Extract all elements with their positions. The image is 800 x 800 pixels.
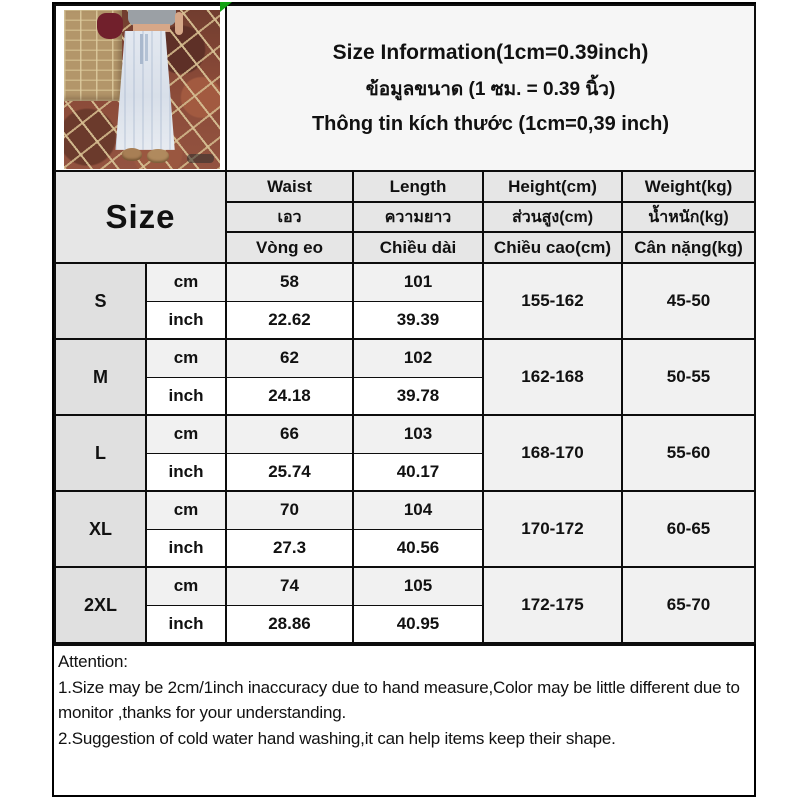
- height-range-s: 155-162: [483, 263, 622, 339]
- col-header-height-th: ส่วนสูง(cm): [483, 202, 622, 232]
- col-header-length-th: ความยาว: [353, 202, 483, 232]
- unit-label-inch: inch: [146, 453, 226, 491]
- weight-range-s: 45-50: [622, 263, 755, 339]
- col-header-weight-th: น้ำหนัก(kg): [622, 202, 755, 232]
- weight-range-xl: 60-65: [622, 491, 755, 567]
- length-inch-2xl: 40.95: [353, 605, 483, 643]
- height-range-xl: 170-172: [483, 491, 622, 567]
- unit-label-inch: inch: [146, 529, 226, 567]
- table-row: [55, 415, 755, 453]
- length-cm-s: 101: [353, 263, 483, 301]
- length-inch-m: 39.78: [353, 377, 483, 415]
- col-header-height-en: Height(cm): [483, 171, 622, 202]
- attention-line-2: 2.Suggestion of cold water hand washing,it can help items keep their shape.: [58, 728, 616, 748]
- size-chart-sheet: [52, 2, 756, 797]
- waist-cm-l: 66: [226, 415, 353, 453]
- table-row: [55, 567, 755, 605]
- col-header-weight-en: Weight(kg): [622, 171, 755, 202]
- col-header-height-vi: Chiều cao(cm): [483, 232, 622, 263]
- attention-title: Attention:: [58, 652, 128, 671]
- length-inch-xl: 40.56: [353, 529, 483, 567]
- right-shoe: [147, 149, 169, 163]
- watermark-pill: [187, 154, 214, 163]
- col-header-waist-th: เอว: [226, 202, 353, 232]
- arm: [175, 12, 183, 36]
- size-label-s: S: [55, 263, 146, 339]
- title-vietnamese: Thông tin kích thước (1cm=0,39 inch): [311, 112, 670, 135]
- model-photo-cell: [55, 5, 226, 171]
- unit-label-cm: cm: [146, 491, 226, 529]
- waist-cm-2xl: 74: [226, 567, 353, 605]
- left-shoe: [122, 148, 142, 161]
- size-table: [54, 4, 756, 644]
- col-header-weight-vi: Cân nặng(kg): [622, 232, 755, 263]
- col-header-waist-en: Waist: [226, 171, 353, 202]
- length-cm-2xl: 105: [353, 567, 483, 605]
- unit-label-cm: cm: [146, 415, 226, 453]
- length-cm-l: 103: [353, 415, 483, 453]
- col-header-length-vi: Chiều dài: [353, 232, 483, 263]
- title-thai: ข้อมูลขนาด (1 ซม. = 0.39 นิ้ว): [365, 78, 616, 100]
- col-header-length-en: Length: [353, 171, 483, 202]
- unit-label-inch: inch: [146, 605, 226, 643]
- length-cm-xl: 104: [353, 491, 483, 529]
- unit-label-cm: cm: [146, 567, 226, 605]
- title-cell: [226, 5, 755, 171]
- waist-inch-l: 25.74: [226, 453, 353, 491]
- attention-line-1: 1.Size may be 2cm/1inch inaccuracy due to hand measure,Color may be little different due to monitor ,thanks for your understanding.: [58, 677, 740, 722]
- length-inch-l: 40.17: [353, 453, 483, 491]
- title-english: Size Information(1cm=0.39inch): [332, 40, 649, 64]
- height-range-2xl: 172-175: [483, 567, 622, 643]
- length-cm-m: 102: [353, 339, 483, 377]
- unit-label-cm: cm: [146, 263, 226, 301]
- waist-inch-2xl: 28.86: [226, 605, 353, 643]
- table-row: [55, 491, 755, 529]
- length-inch-s: 39.39: [353, 301, 483, 339]
- size-label-xl: XL: [55, 491, 146, 567]
- size-header: Size: [55, 171, 226, 263]
- table-row: [55, 339, 755, 377]
- waist-inch-m: 24.18: [226, 377, 353, 415]
- waist-cm-s: 58: [226, 263, 353, 301]
- waist-cm-m: 62: [226, 339, 353, 377]
- weight-range-l: 55-60: [622, 415, 755, 491]
- size-label-m: M: [55, 339, 146, 415]
- drawstring: [140, 34, 142, 64]
- model-photo: [64, 10, 220, 169]
- weight-range-2xl: 65-70: [622, 567, 755, 643]
- height-range-l: 168-170: [483, 415, 622, 491]
- shoulder-bag: [97, 13, 124, 38]
- attention-note: [54, 644, 754, 795]
- waist-inch-s: 22.62: [226, 301, 353, 339]
- drawstring: [145, 34, 147, 61]
- waist-inch-xl: 27.3: [226, 529, 353, 567]
- unit-label-inch: inch: [146, 301, 226, 339]
- size-label-l: L: [55, 415, 146, 491]
- col-header-waist-vi: Vòng eo: [226, 232, 353, 263]
- waist-cm-xl: 70: [226, 491, 353, 529]
- unit-label-cm: cm: [146, 339, 226, 377]
- weight-range-m: 50-55: [622, 339, 755, 415]
- table-row: [55, 263, 755, 301]
- size-label-2xl: 2XL: [55, 567, 146, 643]
- unit-label-inch: inch: [146, 377, 226, 415]
- height-range-m: 162-168: [483, 339, 622, 415]
